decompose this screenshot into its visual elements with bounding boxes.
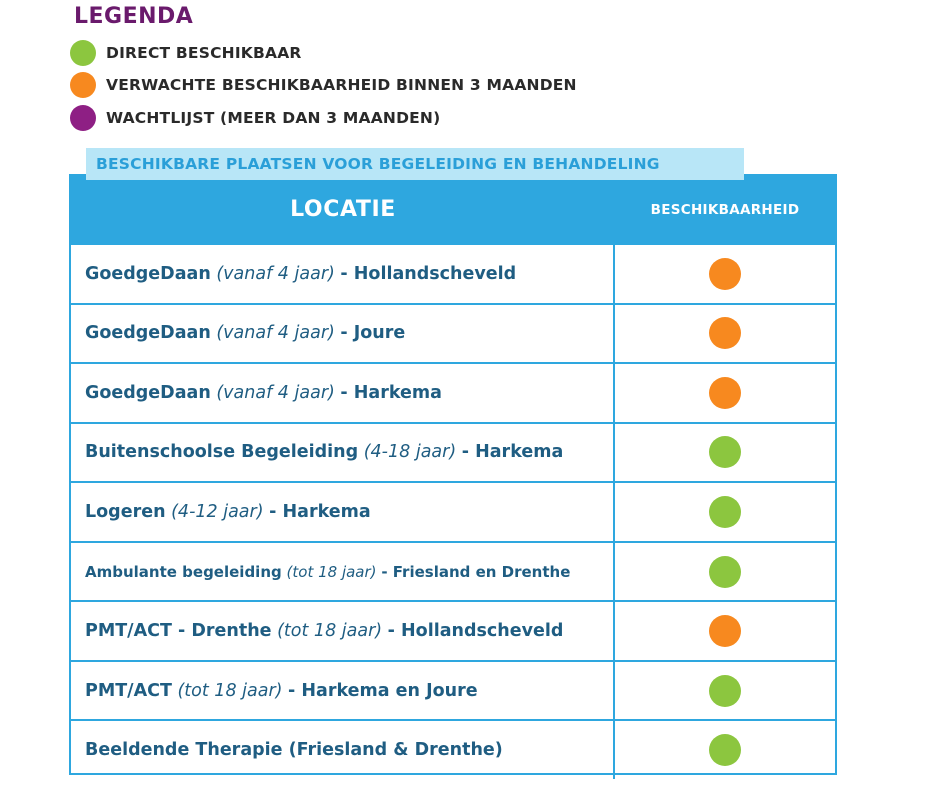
availability-cell (615, 424, 835, 482)
availability-cell (615, 364, 835, 422)
green-status-dot-icon (709, 734, 741, 766)
table-row (71, 362, 835, 422)
table-row (71, 541, 835, 601)
location-name: Buitenschoolse Begeleiding (85, 442, 359, 463)
location-cell (71, 721, 615, 779)
location-name: Ambulante begeleiding (85, 562, 282, 581)
legend-item-waitlist (70, 104, 440, 132)
location-age: (tot 18 jaar) (177, 680, 283, 701)
location-name: PMT/ACT (85, 680, 172, 701)
location-place: - Friesland en Drenthe (381, 562, 571, 581)
orange-dot-icon (70, 72, 96, 98)
location-age: (vanaf 4 jaar) (216, 382, 335, 403)
location-cell (71, 424, 615, 482)
location-place: - Hollandscheveld (387, 621, 564, 642)
location-cell (71, 245, 615, 303)
location-age: (vanaf 4 jaar) (216, 263, 335, 284)
table-row (71, 600, 835, 660)
availability-cell (615, 662, 835, 720)
location-name: Logeren (85, 501, 166, 522)
legend-item-expected (70, 71, 577, 99)
green-status-dot-icon (709, 675, 741, 707)
availability-cell (615, 543, 835, 601)
green-status-dot-icon (709, 436, 741, 468)
table-row (71, 481, 835, 541)
location-place: - Hollandscheveld (340, 263, 517, 284)
location-name: GoedgeDaan (85, 323, 211, 344)
location-cell (71, 483, 615, 541)
location-age: (vanaf 4 jaar) (216, 323, 335, 344)
header-location: LOCATIE (290, 197, 396, 222)
table-row (71, 422, 835, 482)
location-age: (tot 18 jaar) (277, 621, 383, 642)
legend-title: LEGENDA (74, 4, 194, 29)
table-row (71, 660, 835, 720)
table-row (71, 303, 835, 363)
availability-cell (615, 721, 835, 779)
location-age: (4-18 jaar) (363, 442, 457, 463)
location-place: - Harkema (269, 501, 371, 522)
table-header (71, 176, 835, 243)
location-cell (71, 543, 615, 601)
availability-cell (615, 305, 835, 363)
table-row (71, 719, 835, 779)
location-age: (4-12 jaar) (171, 501, 264, 522)
location-place: - Harkema (340, 382, 442, 403)
purple-dot-icon (70, 105, 96, 131)
orange-status-dot-icon (709, 317, 741, 349)
header-availability: BESCHIKBAARHEID (650, 201, 800, 218)
location-name: Beeldende Therapie (Friesland & Drenthe) (85, 740, 503, 761)
location-cell (71, 364, 615, 422)
location-name: PMT/ACT - Drenthe (85, 621, 272, 642)
availability-cell (615, 483, 835, 541)
location-place: - Harkema en Joure (288, 680, 478, 701)
location-age: (tot 18 jaar) (286, 562, 377, 581)
orange-status-dot-icon (709, 615, 741, 647)
legend-item-direct (70, 39, 302, 67)
location-cell (71, 662, 615, 720)
location-name: GoedgeDaan (85, 382, 211, 403)
orange-status-dot-icon (709, 377, 741, 409)
availability-cell (615, 602, 835, 660)
table-row (71, 243, 835, 303)
table-subtitle: BESCHIKBARE PLAATSEN VOOR BEGELEIDING EN BEHANDELING (86, 148, 744, 180)
legend-label: VERWACHTE BESCHIKBAARHEID BINNEN 3 MAANDEN (106, 76, 577, 94)
location-place: - Harkema (461, 442, 564, 463)
table-body (71, 243, 835, 779)
location-name: GoedgeDaan (85, 263, 211, 284)
location-place: - Joure (340, 323, 406, 344)
legend-label: WACHTLIJST (MEER DAN 3 MAANDEN) (106, 109, 441, 127)
location-cell (71, 602, 615, 660)
green-status-dot-icon (709, 556, 741, 588)
green-dot-icon (70, 40, 96, 66)
availability-cell (615, 245, 835, 303)
legend-label: DIRECT BESCHIKBAAR (106, 44, 302, 62)
orange-status-dot-icon (709, 258, 741, 290)
availability-table (69, 174, 837, 775)
location-cell (71, 305, 615, 363)
green-status-dot-icon (709, 496, 741, 528)
